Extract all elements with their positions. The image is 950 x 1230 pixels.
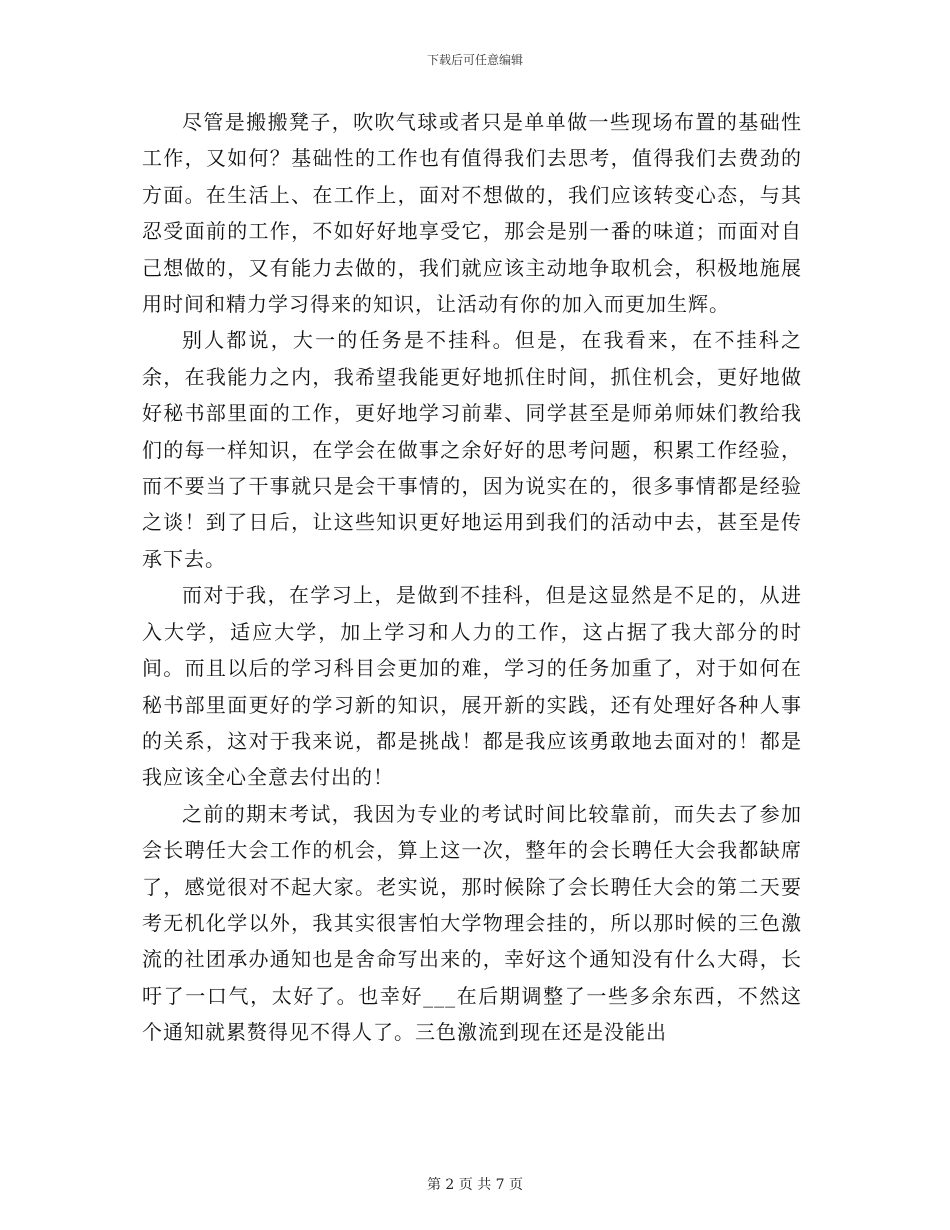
document-body (142, 104, 802, 1051)
paragraph: 之前的期末考试，我因为专业的考试时间比较靠前，而失去了参加会长聘任大会工作的机会，算上这一次，整年的会长聘任大会我都缺席了，感觉很对不起大家。老实说，那时候除了会长聘任大会的第二天要考无机化学以外，我其实很害怕大学物理会挂的，所以那时候的三色激流的社团承办通知也是舍命写出来的，幸好这个通知没有什么大碍，长吁了一口气，太好了。也幸好___在后期调整了一些多余东西，不然这个通知就累赘得见不得人了。三色激流到现在还是没能出 (142, 801, 802, 1045)
paragraph: 而对于我，在学习上，是做到不挂科，但是这显然是不足的，从进入大学，适应大学，加上学习和人力的工作，这占据了我大部分的时间。而且以后的学习科目会更加的难，学习的任务加重了，对于如何在秘书部里面更好的学习新的知识，展开新的实践，还有处理好各种人事的关系，这对于我来说，都是挑战！都是我应该勇敢地去面对的！都是我应该全心全意去付出的！ (142, 583, 802, 790)
paragraph: 别人都说，大一的任务是不挂科。但是，在我看来，在不挂科之余，在我能力之内，我希望我能更好地抓住时间，抓住机会，更好地做好秘书部里面的工作，更好地学习前辈、同学甚至是师弟师妹们教给我们的每一样知识，在学会在做事之余好好的思考问题，积累工作经验，而不要当了干事就只是会干事情的，因为说实在的，很多事情都是经验之谈！到了日后，让这些知识更好地运用到我们的活动中去，甚至是传承下去。 (142, 328, 802, 571)
paragraph: 尽管是搬搬凳子，吹吹气球或者只是单单做一些现场布置的基础性工作，又如何？基础性的工作也有值得我们去思考，值得我们去费劲的方面。在生活上、在工作上，面对不想做的，我们应该转变心态，与其忍受面前的工作，不如好好地享受它，那会是别一番的味道；而面对自己想做的，又有能力去做的，我们就应该主动地争取机会，积极地施展用时间和精力学习得来的知识，让活动有你的加入而更加生辉。 (142, 110, 802, 317)
page-number-footer: 第 2 页 共 7 页 (426, 1177, 524, 1193)
page-header: 下载后可任意编辑 (426, 53, 523, 67)
